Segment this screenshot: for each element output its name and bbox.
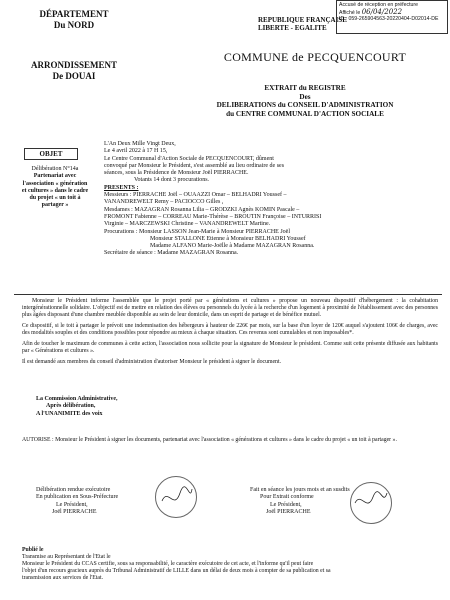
present-line: Mesdames : MAZAGRAN Rosanna Lilia – GRODZKI Agnès KOMIN Pascale – — [104, 206, 300, 213]
present-line: FROMONT Fabienne – CORREAU Marie-Thérèse – BROUTIN Françoise – INTURRISI — [104, 213, 322, 220]
executoire-line: En publication en Sous-Préfecture — [36, 494, 119, 501]
extrait-line-1: EXTRAIT du REGISTRE — [264, 84, 346, 92]
arrondissement-block — [14, 60, 134, 82]
body-paragraph: Monsieur le Président informe l'assemblée que le projet porté par « générations et cultures » propose un nouveau dispositif d'hébergement : la cohabitation intergénérationnelle solidaire. L'objectif est de mettre en relation des élèves ou personnels du lycée à la recherche d'un logement à proximité de l'établissement avec des personnes plus âgées disposant d'une chambre meublée disponible au sein de leur domicile, dans un esprit de partage et de bénéfice mutuel. — [22, 298, 438, 318]
publie-line: Transmise au Représentant de l'Etat le — [22, 554, 111, 560]
procuration-line: Madame ALFANO Marie-Joëlle à Madame MAZAGRAN Rosanna. — [150, 243, 315, 250]
extrait-heading — [180, 84, 430, 118]
objet-body — [14, 166, 96, 210]
objet-block — [14, 148, 96, 210]
commission-line: Après délibération, — [46, 403, 96, 410]
presents-label: PRESENTS : — [104, 184, 139, 191]
present-line: Virginie – MARCZEWSKI Christine – VANANDREWELT Martine. — [104, 221, 271, 228]
signature-mark — [156, 477, 196, 517]
departement-label: DÉPARTEMENT — [39, 9, 109, 19]
autorise-paragraph: AUTORISE : Monsieur le Président à signer les documents, partenariat avec l'association « générations et cultures » dans le cadre du projet « un toit à partager ». — [22, 437, 397, 443]
stamp-id: ID : 059-265904563-20220404-D02014-DE — [339, 16, 439, 22]
extrait-line-4: du CENTRE COMMUNAL D'ACTION SOCIALE — [226, 109, 384, 118]
objet-line: partager » — [41, 202, 69, 209]
seance-line: Le 4 avril 2022 à 17 H 15, — [104, 148, 168, 155]
stamp-line: Accusé de réception en préfecture — [339, 2, 419, 8]
reception-stamp — [336, 0, 448, 34]
conforme-block — [250, 487, 430, 516]
secretaire-line: Secrétaire de séance : Madame MAZAGRAN Rosanna. — [104, 250, 239, 257]
seance-line: Le Centre Communal d'Action Sociale de PECQUENCOURT, dûment — [104, 155, 274, 162]
deliberation-body — [22, 298, 438, 370]
votants-line: Votants 14 dont 3 procurations. — [134, 177, 210, 184]
procuration-line: Procurations : Monsieur LASSON Jean-Marie à Monsieur PIERRACHE Joël — [104, 228, 290, 235]
departement-name: Du NORD — [53, 20, 95, 30]
conforme-line: Joël PIERRACHE — [266, 508, 311, 515]
objet-line: et cultures » dans le cadre — [21, 187, 89, 194]
executoire-line: Délibération rendue exécutoire — [36, 487, 111, 493]
objet-line: du projet « un toit à — [29, 195, 81, 202]
signature-mark — [351, 483, 391, 523]
conforme-line: Fait en séance les jours mois et an susdits — [250, 487, 350, 493]
objet-line: Délibération N°14a — [31, 166, 79, 172]
official-seal — [155, 476, 197, 518]
commission-block — [36, 396, 156, 418]
commission-line: La Commission Administrative, — [36, 396, 118, 402]
commission-line: A l'UNANIMITE des voix — [36, 410, 103, 417]
body-paragraph: Ce dispositif, si le toit à partager le prévoit une indemnisation des hébergeurs à hauteur de 226€ par mois, sur la base d'un loyer de 120€ auquel s'ajoutent 106€ de charges, avec des modalités souples et des conditions possibles pour répondre au mieux à chaque situation. Ces revenus sont cumulables et non imposables*. — [22, 323, 438, 336]
present-line: Messieurs : PIERRACHE Joël – OUAAZZI Omar – BELHADRI Youssef – — [104, 192, 287, 199]
extrait-line-3: DELIBERATIONS du CONSEIL D'ADMINISTRATION — [216, 101, 394, 110]
procuration-line: Monsieur STALLONE Etienne à Monsieur BELHADRI Youssef — [150, 235, 306, 242]
conforme-line: Pour Extrait conforme — [260, 494, 314, 501]
stamp-affiche-label: Affiché le — [339, 9, 361, 16]
objet-line: l'association « génération — [22, 180, 88, 187]
departement-block — [14, 9, 134, 31]
publie-line: l'objet d'un recours gracieux auprès du Tribunal Administratif de LILLE dans un délai de deux mois à compter de sa publication et sa — [22, 568, 331, 574]
publication-block — [22, 547, 438, 582]
body-paragraph: Afin de toucher le maximum de communes à cette action, l'association nous sollicite pour la signature de Monsieur le président. Comme suit cette présente diffusée aux habitants par « Générations et cultures ». — [22, 341, 438, 354]
seance-line: séances, sous la Présidence de Monsieur Joël PIERRACHE. — [104, 170, 249, 177]
stamp-affiche — [339, 9, 445, 17]
stamp-date: 06/04/2022 — [361, 7, 403, 16]
objet-line: Partenariat avec — [33, 173, 77, 180]
seance-line: convoqué par Monsieur le Président, s'est assemblé au lieu ordinaire de ses — [104, 162, 285, 169]
official-seal — [350, 482, 392, 524]
devise-label: LIBERTE - EGALITE — [258, 24, 327, 32]
executoire-line: Le Président, — [56, 501, 88, 508]
extrait-line-2: Des — [299, 92, 311, 101]
publie-line: Monsieur le Président du CCAS certifie, sous sa responsabilité, le caractère exécutoire de cet acte, et l'informe qu'il peut faire — [22, 561, 314, 567]
section-divider — [14, 294, 442, 295]
objet-title: OBJET — [24, 148, 78, 160]
executoire-line: Joël PIERRACHE — [52, 508, 97, 515]
publie-line: transmission aux services de l'Etat. — [22, 575, 104, 581]
seance-block — [104, 141, 442, 258]
arrondissement-label: ARRONDISSEMENT — [30, 60, 117, 70]
body-paragraph: Il est demandé aux membres du conseil d'administration d'autoriser Monsieur le président à signer le document. — [22, 359, 282, 365]
conforme-line: Le Président, — [270, 501, 302, 508]
seance-line: L'An Deux Mille Vingt Deux, — [104, 141, 176, 147]
commune-title: COMMUNE de PECQUENCOURT — [223, 50, 407, 64]
republique-block — [258, 16, 347, 32]
publie-title: Publié le — [22, 547, 44, 553]
arrondissement-name: De DOUAI — [52, 71, 96, 81]
present-line: VANANDREWELT Remy – PACIOCCO Gilles , — [104, 199, 224, 206]
republique-label: REPUBLIQUE FRANÇAISE — [258, 16, 347, 24]
